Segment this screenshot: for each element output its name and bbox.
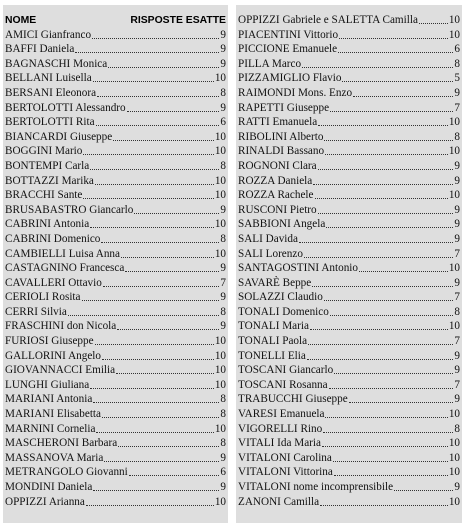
dot-leader bbox=[93, 402, 219, 403]
participant-name: PIACENTINI Vittorio bbox=[238, 28, 339, 41]
dot-leader bbox=[83, 198, 213, 199]
participant-row bbox=[3, 378, 228, 393]
participant-row bbox=[236, 465, 462, 480]
dot-leader bbox=[342, 81, 453, 82]
participant-row bbox=[236, 28, 462, 43]
participant-name: ROZZA Daniela bbox=[238, 174, 313, 187]
participant-score: 10 bbox=[448, 451, 460, 464]
name-column-header: NOME bbox=[5, 14, 37, 26]
participant-score: 9 bbox=[454, 393, 460, 406]
participant-score: 9 bbox=[454, 218, 460, 231]
participant-score: 10 bbox=[214, 189, 226, 202]
participant-row bbox=[236, 57, 462, 72]
participant-name: VITALONI Carolina bbox=[238, 451, 332, 464]
participant-row bbox=[236, 101, 462, 116]
participant-score: 10 bbox=[448, 145, 460, 158]
participant-row bbox=[3, 465, 228, 480]
participant-score: 9 bbox=[454, 232, 460, 245]
participant-row bbox=[3, 305, 228, 320]
participant-score: 9 bbox=[220, 28, 226, 41]
participant-score: 10 bbox=[214, 335, 226, 348]
participant-name: RIBOLINI Alberto bbox=[238, 130, 324, 143]
participant-row bbox=[3, 349, 228, 364]
participant-score: 10 bbox=[214, 218, 226, 231]
dot-leader bbox=[338, 52, 453, 53]
participant-name: CAVALLERI Ottavio bbox=[5, 276, 102, 289]
participant-score: 10 bbox=[214, 145, 226, 158]
participant-score: 6 bbox=[454, 43, 460, 56]
participant-score: 7 bbox=[454, 247, 460, 260]
participant-score: 8 bbox=[220, 86, 226, 99]
participant-row bbox=[236, 349, 462, 364]
participant-row bbox=[3, 495, 228, 510]
participant-score: 10 bbox=[214, 378, 226, 391]
participant-name: TONALI Domenico bbox=[238, 305, 329, 318]
participant-score: 6 bbox=[220, 466, 226, 479]
participant-score: 10 bbox=[214, 349, 226, 362]
participant-row bbox=[3, 57, 228, 72]
participant-name: CAMBIELLI Luisa Anna bbox=[5, 247, 120, 260]
participant-score: 10 bbox=[448, 495, 460, 508]
dot-leader bbox=[90, 169, 219, 170]
participant-score: 8 bbox=[454, 130, 460, 143]
dot-leader bbox=[310, 329, 448, 330]
participant-name: CERRI Silvia bbox=[5, 305, 67, 318]
dot-leader bbox=[129, 475, 220, 476]
participant-row bbox=[3, 363, 228, 378]
dot-leader bbox=[334, 373, 453, 374]
participant-name: TRABUCCHI Giuseppe bbox=[238, 393, 348, 406]
participant-row bbox=[3, 188, 228, 203]
participant-score: 8 bbox=[220, 437, 226, 450]
dot-leader bbox=[90, 388, 214, 389]
participant-score: 7 bbox=[454, 335, 460, 348]
participant-row bbox=[236, 130, 462, 145]
participant-row bbox=[3, 28, 228, 43]
participant-score: 10 bbox=[448, 408, 460, 421]
participant-row bbox=[236, 261, 462, 276]
participant-name: BELLANI Luisella bbox=[5, 72, 92, 85]
dot-leader bbox=[134, 213, 219, 214]
dot-leader bbox=[313, 184, 453, 185]
participant-score: 7 bbox=[454, 101, 460, 114]
dot-leader bbox=[304, 257, 453, 258]
participant-name: MONDINI Daniela bbox=[5, 481, 93, 493]
participant-score: 7 bbox=[454, 378, 460, 391]
participant-name: TOSCANI Giancarlo bbox=[238, 364, 334, 377]
participant-name: BERTOLOTTI Alessandro bbox=[5, 101, 126, 114]
participant-row bbox=[236, 71, 462, 86]
participant-name: CABRINI Domenico bbox=[5, 232, 101, 245]
dot-leader bbox=[118, 446, 219, 447]
participant-score: 9 bbox=[454, 86, 460, 99]
participant-row bbox=[236, 422, 462, 437]
participant-score: 8 bbox=[220, 408, 226, 421]
results-column-left bbox=[3, 5, 228, 523]
participant-name: TONALI Paola bbox=[238, 335, 308, 348]
dot-leader bbox=[68, 315, 220, 316]
participant-score: 9 bbox=[454, 203, 460, 216]
participant-score: 10 bbox=[448, 437, 460, 450]
dot-leader bbox=[93, 81, 214, 82]
participant-name: VITALI Ida Maria bbox=[238, 437, 321, 450]
participant-score: 9 bbox=[454, 159, 460, 172]
participant-row bbox=[3, 86, 228, 101]
participant-name: MARNINI Cornelia bbox=[5, 422, 96, 435]
participant-name: GIOVANNACCI Emilia bbox=[5, 364, 116, 377]
participant-name: BERTOLOTTI Rita bbox=[5, 116, 95, 129]
dot-leader bbox=[97, 96, 219, 97]
participant-name: TOSCANI Rosanna bbox=[238, 378, 328, 391]
dot-leader bbox=[82, 300, 220, 301]
participant-score: 9 bbox=[454, 349, 460, 362]
participant-row bbox=[236, 217, 462, 232]
participant-score: 9 bbox=[454, 364, 460, 377]
participant-score: 9 bbox=[454, 481, 460, 493]
participant-name: TONALI Maria bbox=[238, 320, 309, 333]
dot-leader bbox=[330, 111, 453, 112]
dot-leader bbox=[322, 446, 448, 447]
participant-row bbox=[236, 305, 462, 320]
participant-score: 10 bbox=[214, 364, 226, 377]
dot-leader bbox=[95, 184, 214, 185]
participant-name: ZANONI Camilla bbox=[238, 495, 320, 508]
participant-score: 9 bbox=[220, 57, 226, 70]
participant-score: 9 bbox=[220, 101, 226, 114]
participant-name: VIGORELLI Rino bbox=[238, 422, 323, 435]
participant-row bbox=[236, 247, 462, 262]
participant-name: SANTAGOSTINI Antonio bbox=[238, 262, 358, 275]
dot-leader bbox=[349, 402, 454, 403]
participant-score: 10 bbox=[448, 320, 460, 333]
participant-row bbox=[3, 159, 228, 174]
participant-row bbox=[3, 407, 228, 422]
participant-score: 10 bbox=[448, 189, 460, 202]
participant-score: 6 bbox=[220, 116, 226, 129]
results-column-right bbox=[236, 5, 462, 523]
participant-name: RINALDI Bassano bbox=[238, 145, 325, 158]
dot-leader bbox=[83, 154, 213, 155]
dot-leader bbox=[320, 505, 448, 506]
participant-row bbox=[3, 42, 228, 57]
participant-row bbox=[236, 86, 462, 101]
participant-row bbox=[236, 174, 462, 189]
participant-score: 9 bbox=[220, 320, 226, 333]
participant-row bbox=[236, 451, 462, 466]
participant-name: BOTTAZZI Marika bbox=[5, 174, 94, 187]
participant-score: 10 bbox=[448, 466, 460, 479]
participant-name: SALI Davida bbox=[238, 232, 298, 245]
participant-score: 10 bbox=[448, 14, 460, 26]
participant-row bbox=[3, 319, 228, 334]
participant-row bbox=[3, 261, 228, 276]
dot-leader bbox=[419, 23, 448, 24]
dot-leader bbox=[116, 373, 214, 374]
dot-leader bbox=[330, 315, 454, 316]
dot-leader bbox=[104, 461, 219, 462]
participant-row bbox=[236, 13, 462, 28]
participant-name: METRANGOLO Giovanni bbox=[5, 466, 128, 479]
participant-row bbox=[236, 436, 462, 451]
participant-score: 9 bbox=[454, 276, 460, 289]
participant-name: PICCIONE Emanuele bbox=[238, 43, 338, 56]
dot-leader bbox=[117, 329, 219, 330]
participant-name: VITALONI Vittorina bbox=[238, 466, 333, 479]
dot-leader bbox=[324, 300, 454, 301]
participant-name: BAFFI Daniela bbox=[5, 43, 75, 56]
dot-leader bbox=[102, 359, 214, 360]
participant-name: MASSANOVA Maria bbox=[5, 451, 104, 464]
participant-name: GALLORINI Angelo bbox=[5, 349, 102, 362]
participant-name: SABBIONI Angela bbox=[238, 218, 326, 231]
participant-name: MARIANI Elisabetta bbox=[5, 408, 102, 421]
participant-name: SAVARÈ Beppe bbox=[238, 276, 312, 289]
participant-row bbox=[3, 174, 228, 189]
participant-row bbox=[236, 378, 462, 393]
participant-score: 9 bbox=[220, 481, 226, 493]
dot-leader bbox=[353, 96, 453, 97]
participant-score: 8 bbox=[454, 305, 460, 318]
participant-name: TONELLI Elia bbox=[238, 349, 306, 362]
dot-leader bbox=[113, 140, 214, 141]
participant-score: 5 bbox=[454, 72, 460, 85]
participant-row bbox=[3, 276, 228, 291]
dot-leader bbox=[323, 432, 453, 433]
participant-score: 8 bbox=[220, 393, 226, 406]
dot-leader bbox=[127, 111, 220, 112]
participant-row bbox=[3, 247, 228, 262]
participant-row bbox=[236, 203, 462, 218]
dot-leader bbox=[339, 38, 448, 39]
participant-name: BIANCARDI Giuseppe bbox=[5, 130, 113, 143]
participant-score: 9 bbox=[220, 43, 226, 56]
participant-row bbox=[236, 144, 462, 159]
participant-name: RATTI Emanuela bbox=[238, 116, 318, 129]
dot-leader bbox=[359, 271, 448, 272]
participant-row bbox=[3, 436, 228, 451]
participant-row bbox=[3, 71, 228, 86]
participant-name: BONTEMPI Carla bbox=[5, 159, 90, 172]
dot-leader bbox=[125, 271, 219, 272]
dot-leader bbox=[96, 125, 220, 126]
participant-name: OPPIZZI Arianna bbox=[5, 495, 85, 508]
participant-score: 9 bbox=[220, 291, 226, 304]
participant-name: FURIOSI Giuseppe bbox=[5, 335, 94, 348]
participant-name: LUNGHI Giuliana bbox=[5, 378, 90, 391]
participant-row bbox=[236, 159, 462, 174]
participant-name: BOGGINI Mario bbox=[5, 145, 83, 158]
participant-name: BRACCHI Sante bbox=[5, 189, 83, 202]
participant-name: PILLA Marco bbox=[238, 57, 302, 70]
participant-name: CABRINI Antonia bbox=[5, 218, 90, 231]
participant-score: 7 bbox=[454, 291, 460, 304]
dot-leader bbox=[307, 359, 454, 360]
participant-row bbox=[236, 290, 462, 305]
dot-leader bbox=[318, 125, 448, 126]
participant-row bbox=[236, 232, 462, 247]
participant-row bbox=[3, 144, 228, 159]
participant-score: 8 bbox=[220, 159, 226, 172]
score-column-header: RISPOSTE ESATTE bbox=[130, 14, 226, 26]
dot-leader bbox=[325, 154, 448, 155]
participant-score: 10 bbox=[214, 130, 226, 143]
participant-name: CERIOLI Rosita bbox=[5, 291, 81, 304]
participant-row bbox=[236, 407, 462, 422]
participant-row bbox=[3, 115, 228, 130]
participant-name: BERSANI Eleonora bbox=[5, 86, 97, 99]
participant-list-right bbox=[236, 13, 462, 509]
participant-name: CASTAGNINO Francesca bbox=[5, 262, 125, 275]
participant-name: SALI Lorenzo bbox=[238, 247, 303, 260]
dot-leader bbox=[394, 490, 453, 491]
participant-row bbox=[236, 334, 462, 349]
participant-row bbox=[3, 217, 228, 232]
participant-score: 8 bbox=[454, 422, 460, 435]
participant-score: 10 bbox=[214, 174, 226, 187]
participant-name: RAPETTI Giuseppe bbox=[238, 101, 330, 114]
dot-leader bbox=[86, 505, 214, 506]
dot-leader bbox=[299, 242, 453, 243]
participant-score: 10 bbox=[214, 495, 226, 508]
participant-score: 10 bbox=[448, 116, 460, 129]
dot-leader bbox=[93, 490, 219, 491]
participant-row bbox=[236, 495, 462, 510]
participant-name: FRASCHINI don Nicola bbox=[5, 320, 117, 333]
participant-name: BRUSABASTRO Giancarlo bbox=[5, 203, 134, 216]
participant-name: RUSCONI Pietro bbox=[238, 203, 317, 216]
participant-score: 10 bbox=[448, 28, 460, 41]
participant-score: 10 bbox=[448, 262, 460, 275]
participant-name: PIZZAMIGLIO Flavio bbox=[238, 72, 342, 85]
participant-score: 8 bbox=[220, 305, 226, 318]
participant-row bbox=[236, 319, 462, 334]
participant-row bbox=[3, 480, 228, 495]
dot-leader bbox=[92, 38, 219, 39]
dot-leader bbox=[315, 198, 448, 199]
participant-row bbox=[3, 392, 228, 407]
participant-name: MASCHERONI Barbara bbox=[5, 437, 118, 450]
participant-score: 9 bbox=[454, 174, 460, 187]
participant-row bbox=[3, 422, 228, 437]
participant-name: SOLAZZI Claudio bbox=[238, 291, 323, 304]
dot-leader bbox=[326, 227, 453, 228]
participant-row bbox=[236, 392, 462, 407]
participant-score: 8 bbox=[220, 232, 226, 245]
participant-score: 10 bbox=[214, 72, 226, 85]
dot-leader bbox=[318, 213, 454, 214]
dot-leader bbox=[318, 169, 454, 170]
dot-leader bbox=[325, 417, 447, 418]
participant-score: 8 bbox=[454, 57, 460, 70]
dot-leader bbox=[108, 67, 219, 68]
participant-row bbox=[3, 203, 228, 218]
participant-row bbox=[236, 276, 462, 291]
participant-row bbox=[236, 363, 462, 378]
participant-row bbox=[3, 130, 228, 145]
table-header bbox=[3, 13, 228, 27]
dot-leader bbox=[333, 461, 448, 462]
dot-leader bbox=[95, 344, 214, 345]
dot-leader bbox=[75, 52, 219, 53]
participant-row bbox=[3, 232, 228, 247]
participant-name: OPPIZZI Gabriele e SALETTA Camilla bbox=[238, 14, 418, 26]
participant-score: 10 bbox=[214, 247, 226, 260]
participant-name: ROGNONI Clara bbox=[238, 159, 317, 172]
participant-list-left bbox=[3, 28, 228, 510]
dot-leader bbox=[101, 242, 219, 243]
participant-name: VITALONI nome incomprensibile bbox=[238, 481, 394, 493]
participant-score: 10 bbox=[214, 422, 226, 435]
participant-row bbox=[236, 188, 462, 203]
dot-leader bbox=[103, 286, 220, 287]
dot-leader bbox=[329, 388, 454, 389]
participant-score: 7 bbox=[220, 276, 226, 289]
participant-score: 9 bbox=[220, 451, 226, 464]
participant-row bbox=[3, 334, 228, 349]
participant-row bbox=[3, 451, 228, 466]
dot-leader bbox=[90, 227, 214, 228]
dot-leader bbox=[96, 432, 213, 433]
dot-leader bbox=[312, 286, 453, 287]
dot-leader bbox=[302, 67, 453, 68]
participant-row bbox=[236, 115, 462, 130]
dot-leader bbox=[308, 344, 453, 345]
dot-leader bbox=[121, 257, 214, 258]
participant-name: BAGNASCHI Monica bbox=[5, 57, 108, 70]
participant-row bbox=[3, 290, 228, 305]
participant-name: ROZZA Rachele bbox=[238, 189, 314, 202]
participant-name: RAIMONDI Mons. Enzo bbox=[238, 86, 353, 99]
participant-name: VARESI Emanuela bbox=[238, 408, 325, 421]
dot-leader bbox=[102, 417, 219, 418]
participant-row bbox=[3, 101, 228, 116]
participant-row bbox=[236, 480, 462, 495]
participant-name: AMICI Gianfranco bbox=[5, 28, 92, 41]
dot-leader bbox=[324, 140, 453, 141]
participant-score: 9 bbox=[220, 262, 226, 275]
participant-score: 9 bbox=[220, 203, 226, 216]
participant-row bbox=[236, 42, 462, 57]
participant-name: MARIANI Antonia bbox=[5, 393, 93, 406]
dot-leader bbox=[334, 475, 448, 476]
